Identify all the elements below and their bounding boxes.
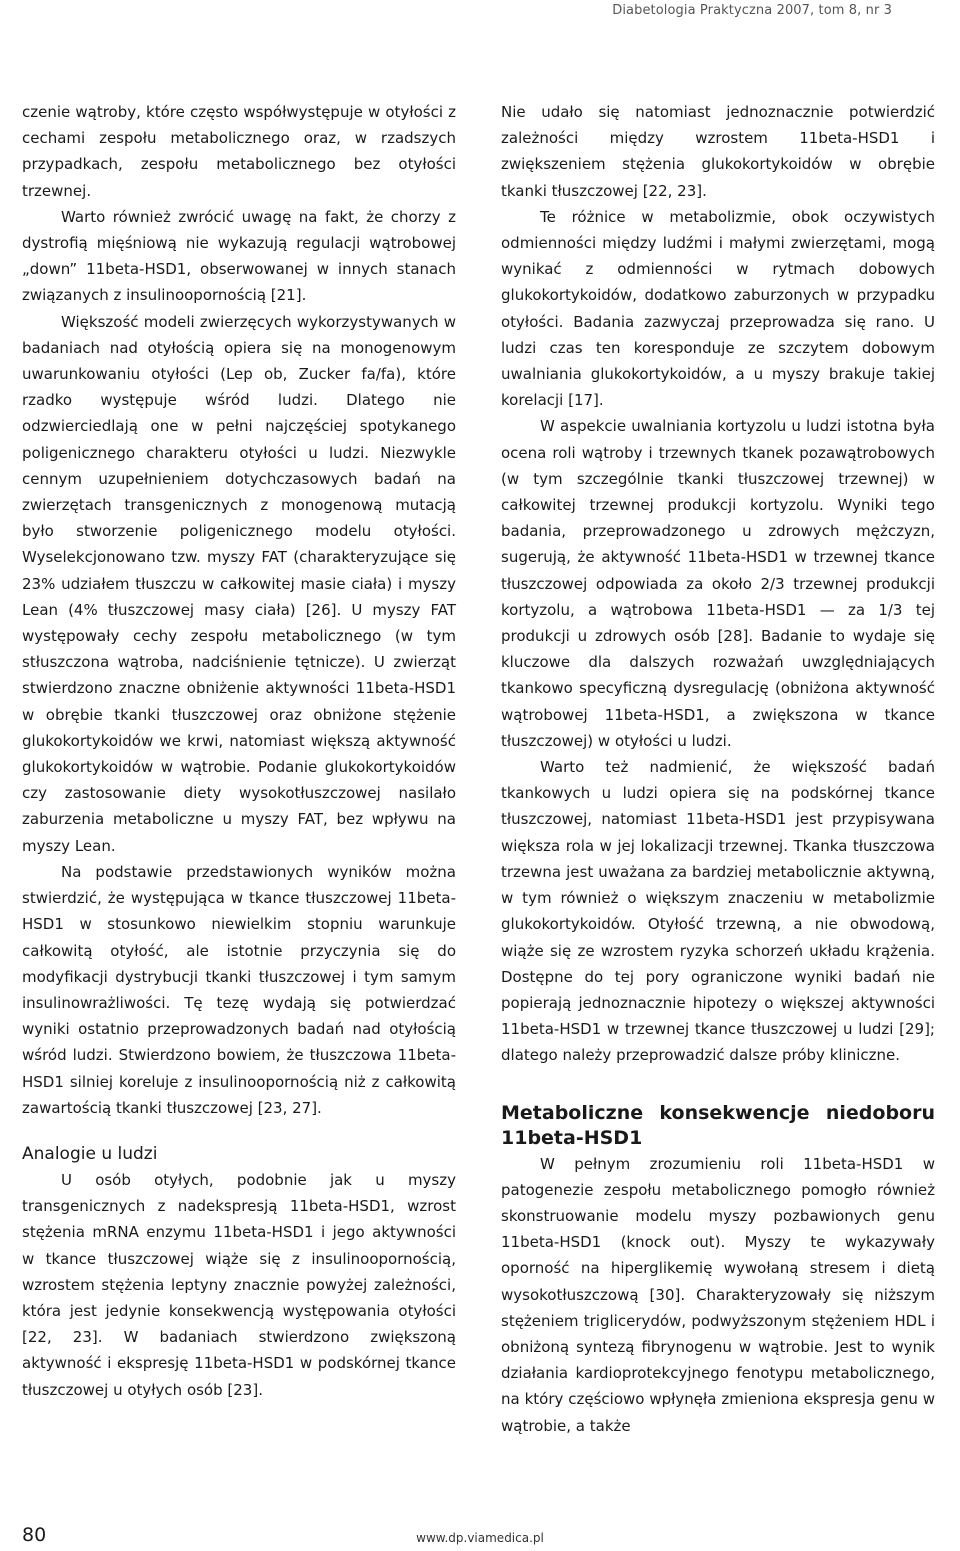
paragraph: Warto również zwrócić uwagę na fakt, że chorzy z dystrofią mięśniową nie wykazują regulacji wątrobowej „down” 11beta-HSD1, obserwowanej w innych stanach związanych z insulinoopornością [21]. [22,207,456,305]
paragraph: Warto też nadmienić, że większość badań tkankowych u ludzi opiera się na podskórnej tkance tłuszczowej, natomiast 11beta-HSD1 jest przypisywana większa rola w jej lokalizacji trzewnej. Tkanka tłuszczowa trzewna jest uważana za bardziej metabolicznie aktywną, w tym również o większym znaczeniu w metabolizmie glukokortykoidów. Otyłość trzewną, a nie obwodową, wiąże się ze wzrostem ryzyka schorzeń układu krążenia. Dostępne do tej pory ograniczone wyniki badań nie popierają jednoznacznie hipotezy o większej aktywności 11beta-HSD1 w trzewnej tkance tłuszczowej u ludzi [29]; dlatego należy przeprowadzić dalsze próby kliniczne. [501,758,935,1065]
paragraph: W pełnym zrozumieniu roli 11beta-HSD1 w patogenezie zespołu metabolicznego pomogło również skonstruowanie modelu myszy pozbawionych genu 11beta-HSD1 (knock out). Myszy te wykazywały oporność na hiperglikemię wywołaną stresem i dietą wysokotłuszczową [30]. Charakteryzowały się niższym stężeniem triglicerydów, podwyższonym stężeniem HDL i obniżoną syntezą fibrynogenu w wątrobie. Jest to wynik działania kardioprotekcyjnego fenotypu metabolicznego, na który częściowo wpłynęła zmieniona ekspresja genu w wątrobie, a także [501,1154,935,1435]
left-column [22,99,456,1403]
paragraph: W aspekcie uwalniania kortyzolu u ludzi istotna była ocena roli wątroby i trzewnych tkanek pozawątrobowych (w tym szczególnie tkanki tłuszczowej trzewnej) w całkowitej trzewnej produkcji kortyzolu. Wyniki tego badania, przeprowadzonego u zdrowych mężczyzn, sugerują, że aktywność 11beta-HSD1 w trzewnej tkance tłuszczowej odpowiada za około 2/3 trzewnej produkcji kortyzolu, a wątrobowa 11beta-HSD1 — za 1/3 tej produkcji u zdrowych osób [28]. Badanie to wydaje się kluczowe dla dalszych rozważań uwzględniających tkankowo specyficzną dysregulację (obniżona aktywność wątrobowej 11beta-HSD1, a zwiększona w tkance tłuszczowej) w otyłości u ludzi. [501,417,935,750]
paragraph: Na podstawie przedstawionych wyników można stwierdzić, że występująca w tkance tłuszczowej 11beta-HSD1 w stosunkowo niewielkim stopniu warunkuje całkowitą otyłość, ale istotnie przyczynia się do modyfikacji dystrybucji tkanki tłuszczowej i tym samym insulinowrażliwości. Tę tezę wydają się potwierdzać wyniki ostatnio przeprowadzonych badań nad otyłością wśród ludzi. Stwierdzono bowiem, że tłuszczowa 11beta-HSD1 silniej koreluje z insulinoopornością niż z całkowitą zawartością tkanki tłuszczowej [23, 27]. [22,862,456,1117]
section-heading: Metaboliczne konsekwencje niedoboru 11beta-HSD1 [501,1101,935,1149]
paragraph: Większość modeli zwierzęcych wykorzystywanych w badaniach nad otyłością opiera się na monogenowym uwarunkowaniu otyłości (Lep ob, Zucker fa/fa), które rzadko występuje wśród ludzi. Dlatego nie odzwierciedlają one w pełni najczęściej spotykanego poligenicznego charakteru otyłości u ludzi. Niezwykle cennym uzupełnieniem dotychczasowych badań na zwierzętach transgenicznych z monogenową mutacją było stworzenie poligenicznego modelu otyłości. Wyselekcjonowano tzw. myszy FAT (charakteryzujące się 23% udziałem tłuszczu w całkowitej masie ciała) i myszy Lean (4% tłuszczowej masy ciała) [26]. U myszy FAT występowały cechy zespołu metabolicznego (w tym stłuszczona wątroba, nadciśnienie tętnicze). U zwierząt stwierdzono znaczne obniżenie aktywności 11beta-HSD1 w obrębie tkanki tłuszczowej oraz obniżone stężenie glukokortykoidów we krwi, natomiast większą aktywność glukokortykoidów w wątrobie. Podanie glukokortykoidów czy zastosowanie diety wysokotłuszczowej nasilało zaburzenia metaboliczne u myszy FAT, bez wpływu na myszy Lean. [22,312,456,855]
paragraph: Nie udało się natomiast jednoznacznie potwierdzić zależności między wzrostem 11beta-HSD1 i zwiększeniem stężenia glukokortykoidów w obrębie tkanki tłuszczowej [22, 23]. [501,103,935,200]
paragraph: czenie wątroby, które często współwystępuje w otyłości z cechami zespołu metabolicznego oraz, w rzadszych przypadkach, zespołu metabolicznego bez otyłości trzewnej. [22,103,456,200]
running-head: Diabetologia Praktyczna 2007, tom 8, nr 3 [612,3,892,18]
page-number: 80 [22,1524,47,1546]
subheading-analogie: Analogie u ludzi [22,1143,158,1164]
right-column [501,99,935,1439]
paragraph: Te różnice w metabolizmie, obok oczywistych odmienności między ludźmi i małymi zwierzętami, mogą wynikać z odmienności w rytmach dobowych glukokortykoidów, dodatkowo zaburzonych w przypadku otyłości. Badania zazwyczaj przeprowadza się rano. U ludzi czas ten koresponduje ze szczytem dobowym uwalniania glukokortykoidów, a u myszy brakuje takiej korelacji [17]. [501,207,935,410]
paragraph: U osób otyłych, podobnie jak u myszy transgenicznych z nadekspresją 11beta-HSD1, wzrost stężenia mRNA enzymu 11beta-HSD1 i jego aktywności w tkance tłuszczowej wiąże się z insulinoopornością, wzrostem stężenia leptyny znacznie powyżej zależności, która jest jedynie konsekwencją występowania otyłości [22, 23]. W badaniach stwierdzono zwiększoną aktywność i ekspresję 11beta-HSD1 w podskórnej tkance tłuszczowej u otyłych osób [23]. [22,1170,456,1399]
footer-url[interactable]: www.dp.viamedica.pl [416,1531,544,1545]
